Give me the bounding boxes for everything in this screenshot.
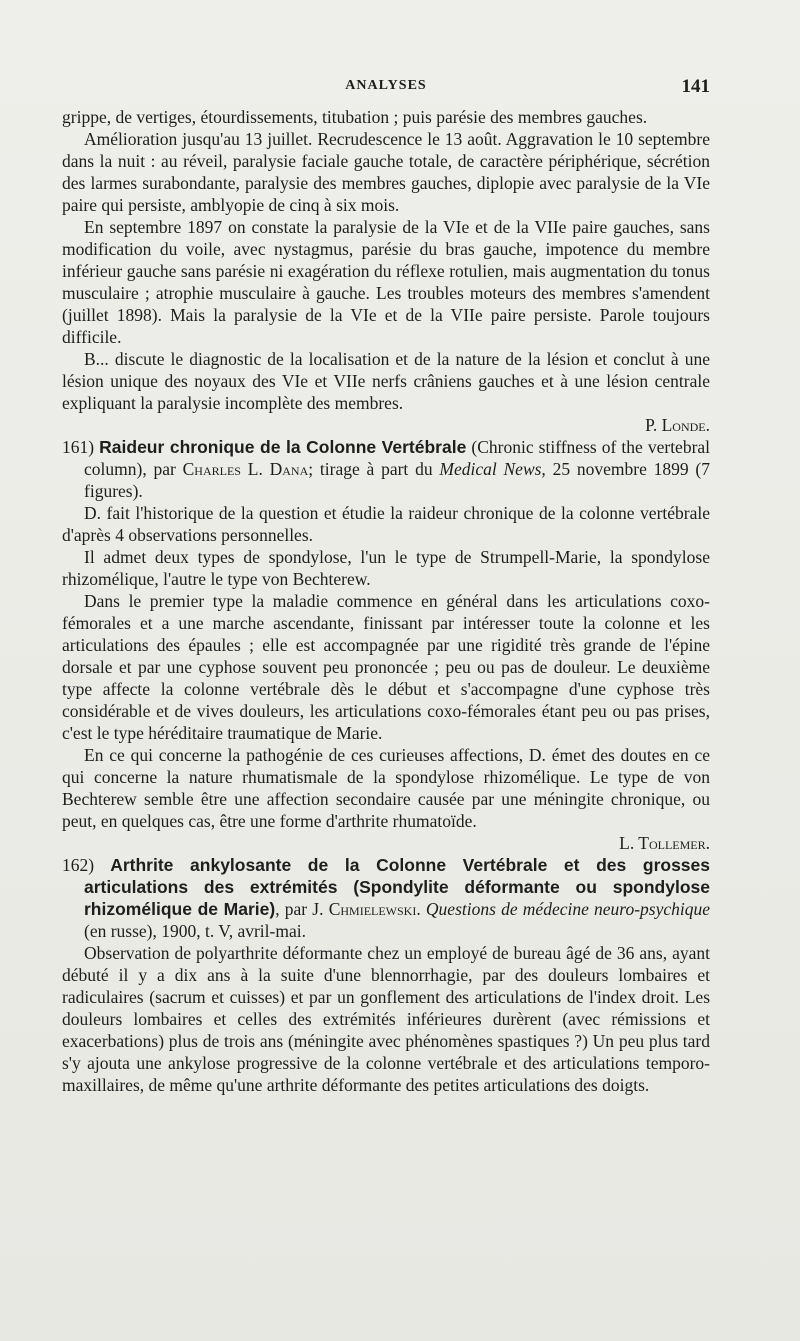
page-number: 141 bbox=[681, 76, 710, 97]
paragraph: En ce qui concerne la pathogénie de ces curieuses affections, D. émet des doutes en ce qui concerne la nature rhumatismale de la spondylose rhizomélique. Le type de von Bechterew semble être une affection secondaire causée par une méningite chronique, ou peut, en quelques cas, être une forme d'arthrite rhumatoïde. bbox=[62, 745, 710, 831]
paragraph: Observation de polyarthrite déformante chez un employé de bureau âgé de 36 ans, ayant débuté il y a dix ans à la suite d'une blennorrhagie, par des douleurs lombaires et radiculaires (sacrum et cuisses) et par un gonflement des articulations de l'index droit. Les douleurs lombaires et celles des extrémités inférieures durèrent (avec rémissions et exacerbations) plus de trois ans (méningite avec phénomènes spastiques ?) Un peu plus tard s'y ajouta une ankylose progressive de la colonne vertébrale et des articulations temporo-maxillaires, de même qu'une arthrite déformante des petites articulations des doigts. bbox=[62, 943, 710, 1095]
paragraph: grippe, de vertiges, étourdissements, titubation ; puis parésie des membres gauches. bbox=[62, 107, 648, 127]
article-date: 25 novembre 1899 (7 figures). bbox=[84, 459, 711, 501]
article-author: Charles L. Dana bbox=[182, 459, 309, 479]
article-journal: Questions de médecine neuro-psychique bbox=[425, 899, 711, 919]
article-journal: Medical News, bbox=[439, 459, 546, 479]
article-source: (en russe), 1900, t. V, avril-mai. bbox=[84, 921, 306, 941]
paragraph: Dans le premier type la maladie commence en général dans les articulations coxo-fémorales et a une marche ascendante, finissant par intéresser toute la colonne et les articulations des épaules ; elle est accompagnée par une rigidité très grande de l'épine dorsale et par une cyphose souvent peu prononcée ; peu ou pas de douleur. Le deuxième type affecte la colonne vertébrale dès le début et s'accompagne d'une cyphose très considérable et de vives douleurs, les articulations coxo-fémorales étant peu ou pas prises, c'est le type héréditaire traumatique de Marie. bbox=[62, 591, 710, 743]
article-author-prefix: , par J. bbox=[275, 899, 324, 919]
paragraph: Il admet deux types de spondylose, l'un le type de Strumpell-Marie, la spondylose rhizomélique, l'autre le type von Bechterew. bbox=[62, 547, 710, 589]
article-number: 162) bbox=[62, 855, 95, 875]
running-head: ANALYSES bbox=[345, 78, 427, 93]
paragraph: En septembre 1897 on constate la paralysie de la VIe et de la VIIe paire gauches, sans modification du voile, avec nystagmus, parésie du bras gauche, impotence du membre inférieur gauche sans parésie ni exagération du réflexe rotulien, mais augmentation du tonus musculaire ; atrophie musculaire à gauche. Les troubles moteurs des membres s'amendent (juillet 1898). Mais la paralysie de la VIe et de la VIIe paire persiste. Parole toujours difficile. bbox=[62, 217, 710, 347]
article-number: 161) bbox=[62, 437, 95, 457]
paragraph: B... discute le diagnostic de la localisation et de la nature de la lésion et conclut à une lésion unique des noyaux des VIe et VIIe nerfs crâniens gauches et à une lésion centrale expliquant la paralysie incomplète des membres. bbox=[62, 349, 710, 413]
signature: L. Tollemer. bbox=[619, 833, 710, 853]
paragraph: Amélioration jusqu'au 13 juillet. Recrudescence le 13 août. Aggravation le 10 septembre dans la nuit : au réveil, paralysie faciale gauche totale, de caractère périphérique, sécrétion des larmes surabondante, paralysie des membres gauches, diplopie avec paralysie de la VIe paire qui persiste, amblyopie de cinq à six mois. bbox=[62, 129, 710, 215]
article-subtitle: (Chronic stiffness of the vertebral column), par bbox=[84, 437, 711, 479]
article-source: ; tirage à part du bbox=[308, 459, 433, 479]
page-body bbox=[62, 106, 710, 1096]
article-author: Chmielewski. bbox=[328, 899, 421, 919]
paragraph: D. fait l'historique de la question et étudie la raideur chronique de la colonne vertébrale d'après 4 observations personnelles. bbox=[62, 503, 710, 545]
page-header bbox=[62, 78, 710, 102]
article-161-heading bbox=[62, 436, 710, 502]
article-162-heading bbox=[62, 854, 710, 942]
article-title: Raideur chronique de la Colonne Vertébrale bbox=[99, 437, 467, 457]
article-title: Arthrite ankylosante de la Colonne Vertébrale et des grosses articulations des extrémités (Spondylite déformante ou spondylose rhizomélique de Marie) bbox=[84, 855, 711, 919]
signature: P. Londe. bbox=[645, 415, 710, 435]
